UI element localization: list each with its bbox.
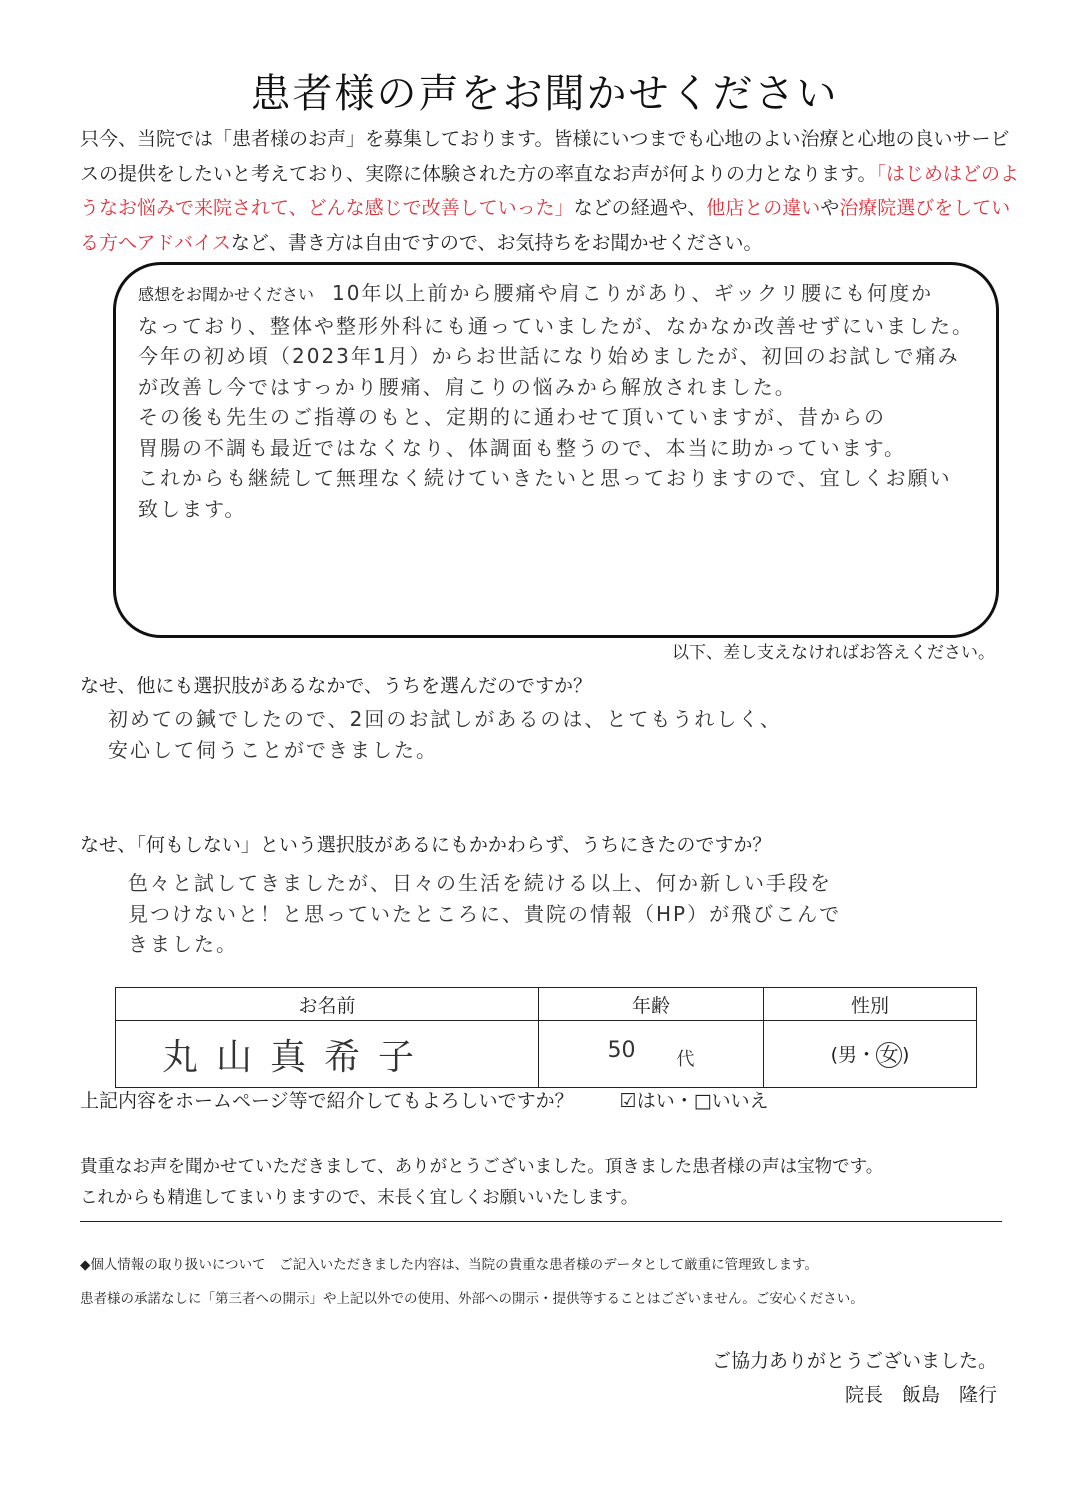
gender-cell: (男・ 女 ) [764,1021,977,1088]
intro-highlight-progress: 「はじめはどのようなお悩みで来院されて、どんな感じで改善していった」 [80,162,1019,219]
comment-line: 今年の初め頃（2023年1月）からお世話になり始めましたが、初回のお試しで痛み [138,344,960,368]
intro-text-2: などの経過や、 [573,197,707,219]
answer-line: 安心して伺うことができました。 [108,737,438,762]
intro-text-1: 只今、当院では「患者様のお声」を募集しております。皆様にいつまでも心地のよい治療と心地の良いサービスの提供をしたいと考えており、実際に体験された方の率直なお声が何よりの力となります。 [80,128,1010,185]
comment-line: 致します。 [138,496,247,521]
answer-line: 色々と試してきましたが、日々の生活を続ける以上、何か新しい手段を [128,871,832,895]
comment-line: なっており、整体や整形外科にも通っていましたが、なかなか改善せずにいました。 [138,313,974,338]
gender-header: 性別 [764,988,977,1021]
comment-line: 感想をお聞かせください 10年以上前から腰痛や肩こりがあり、ギックリ腰にも何度か [138,281,934,305]
answer-line: きました。 [128,932,238,956]
consent-no: □いいえ [693,1090,769,1112]
name-value: 丸山真希子 [116,1021,539,1088]
intro-paragraph [80,122,1020,260]
age-value: 50 [607,1037,636,1063]
closing-signature: ご協力ありがとうございました。 院長 飯島 隆行 [711,1350,997,1406]
answer-line: 見つけないと！と思っていたところに、貴院の情報（HP）が飛びこんで [128,901,842,926]
intro-highlight-advice: 治療院選びをしている方へアドバイス [80,197,1011,254]
name-header: お名前 [116,988,539,1021]
thanks-message: 貴重なお声を聞かせていただきまして、ありがとうございました。頂きました患者様の声は宝物です。 これからも精進してまいりますので、末長く宜しくお願いいたします。 [80,1157,884,1208]
age-cell [539,1021,764,1088]
question-why-came: なせ、「何もしない」という選択肢があるにもかかわらず、うちにきたのですか？ [80,834,772,856]
consent-yes-checked: ☑はい [619,1090,675,1112]
comment-line: その後も先生のご指導のもと、定期的に通わせて頂いていますが、昔からの [138,405,886,429]
comment-line: これからも継続して無理なく続けていきたいと思っておりますので、宜しくお願い [138,466,952,490]
age-unit: 代 [676,1048,695,1070]
optional-note: 以下、差し支えなければお答えください。 [672,643,995,663]
privacy-notice: ◆個人情報の取り扱いについて ご記入いただきました内容は、当院の貴重な患者様のデータとして厳重に管理致します。 患者様の承諾なしに「第三者への開示」や上記以外での使用、外部への開示・提供等することはございません。ご安心ください。 [80,1257,864,1307]
comment-line: 胃腸の不調も最近ではなくなり、体調面も整うので、本当に助かっています。 [138,435,906,460]
consent-question: 上記内容をホームページ等で紹介してもよろしいですか？ [80,1090,574,1112]
comment-label: 感想をお聞かせください [138,285,315,304]
intro-text-4: など、書き方は自由ですので、お気持ちをお聞かせください。 [230,231,763,254]
divider [80,1221,1002,1222]
answer-why-chose [108,704,988,765]
comment-text [138,278,998,524]
answer-why-came [128,868,978,960]
question-why-chose: なせ、他にも選択肢があるなかで、うちを選んだのですか？ [80,675,593,697]
age-header: 年齢 [539,988,764,1021]
intro-highlight-difference: 他店との違い [706,197,821,219]
page-title: 患者様の声をお聞かせください [250,71,839,117]
answer-line: 初めての鍼でしたので、2回のお試しがあるのは、とてもうれしく、 [108,707,782,731]
consent-row: 上記内容をホームページ等で紹介してもよろしいですか？ ☑はい・□いいえ [80,1090,769,1112]
comment-line: が改善し今ではすっかり腰痛、肩こりの悩みから解放されました。 [138,374,797,399]
patient-info-table [115,987,977,1088]
gender-male: 男 [837,1044,857,1066]
intro-text-3: や [820,197,840,219]
gender-female-circled: 女 [876,1042,902,1068]
